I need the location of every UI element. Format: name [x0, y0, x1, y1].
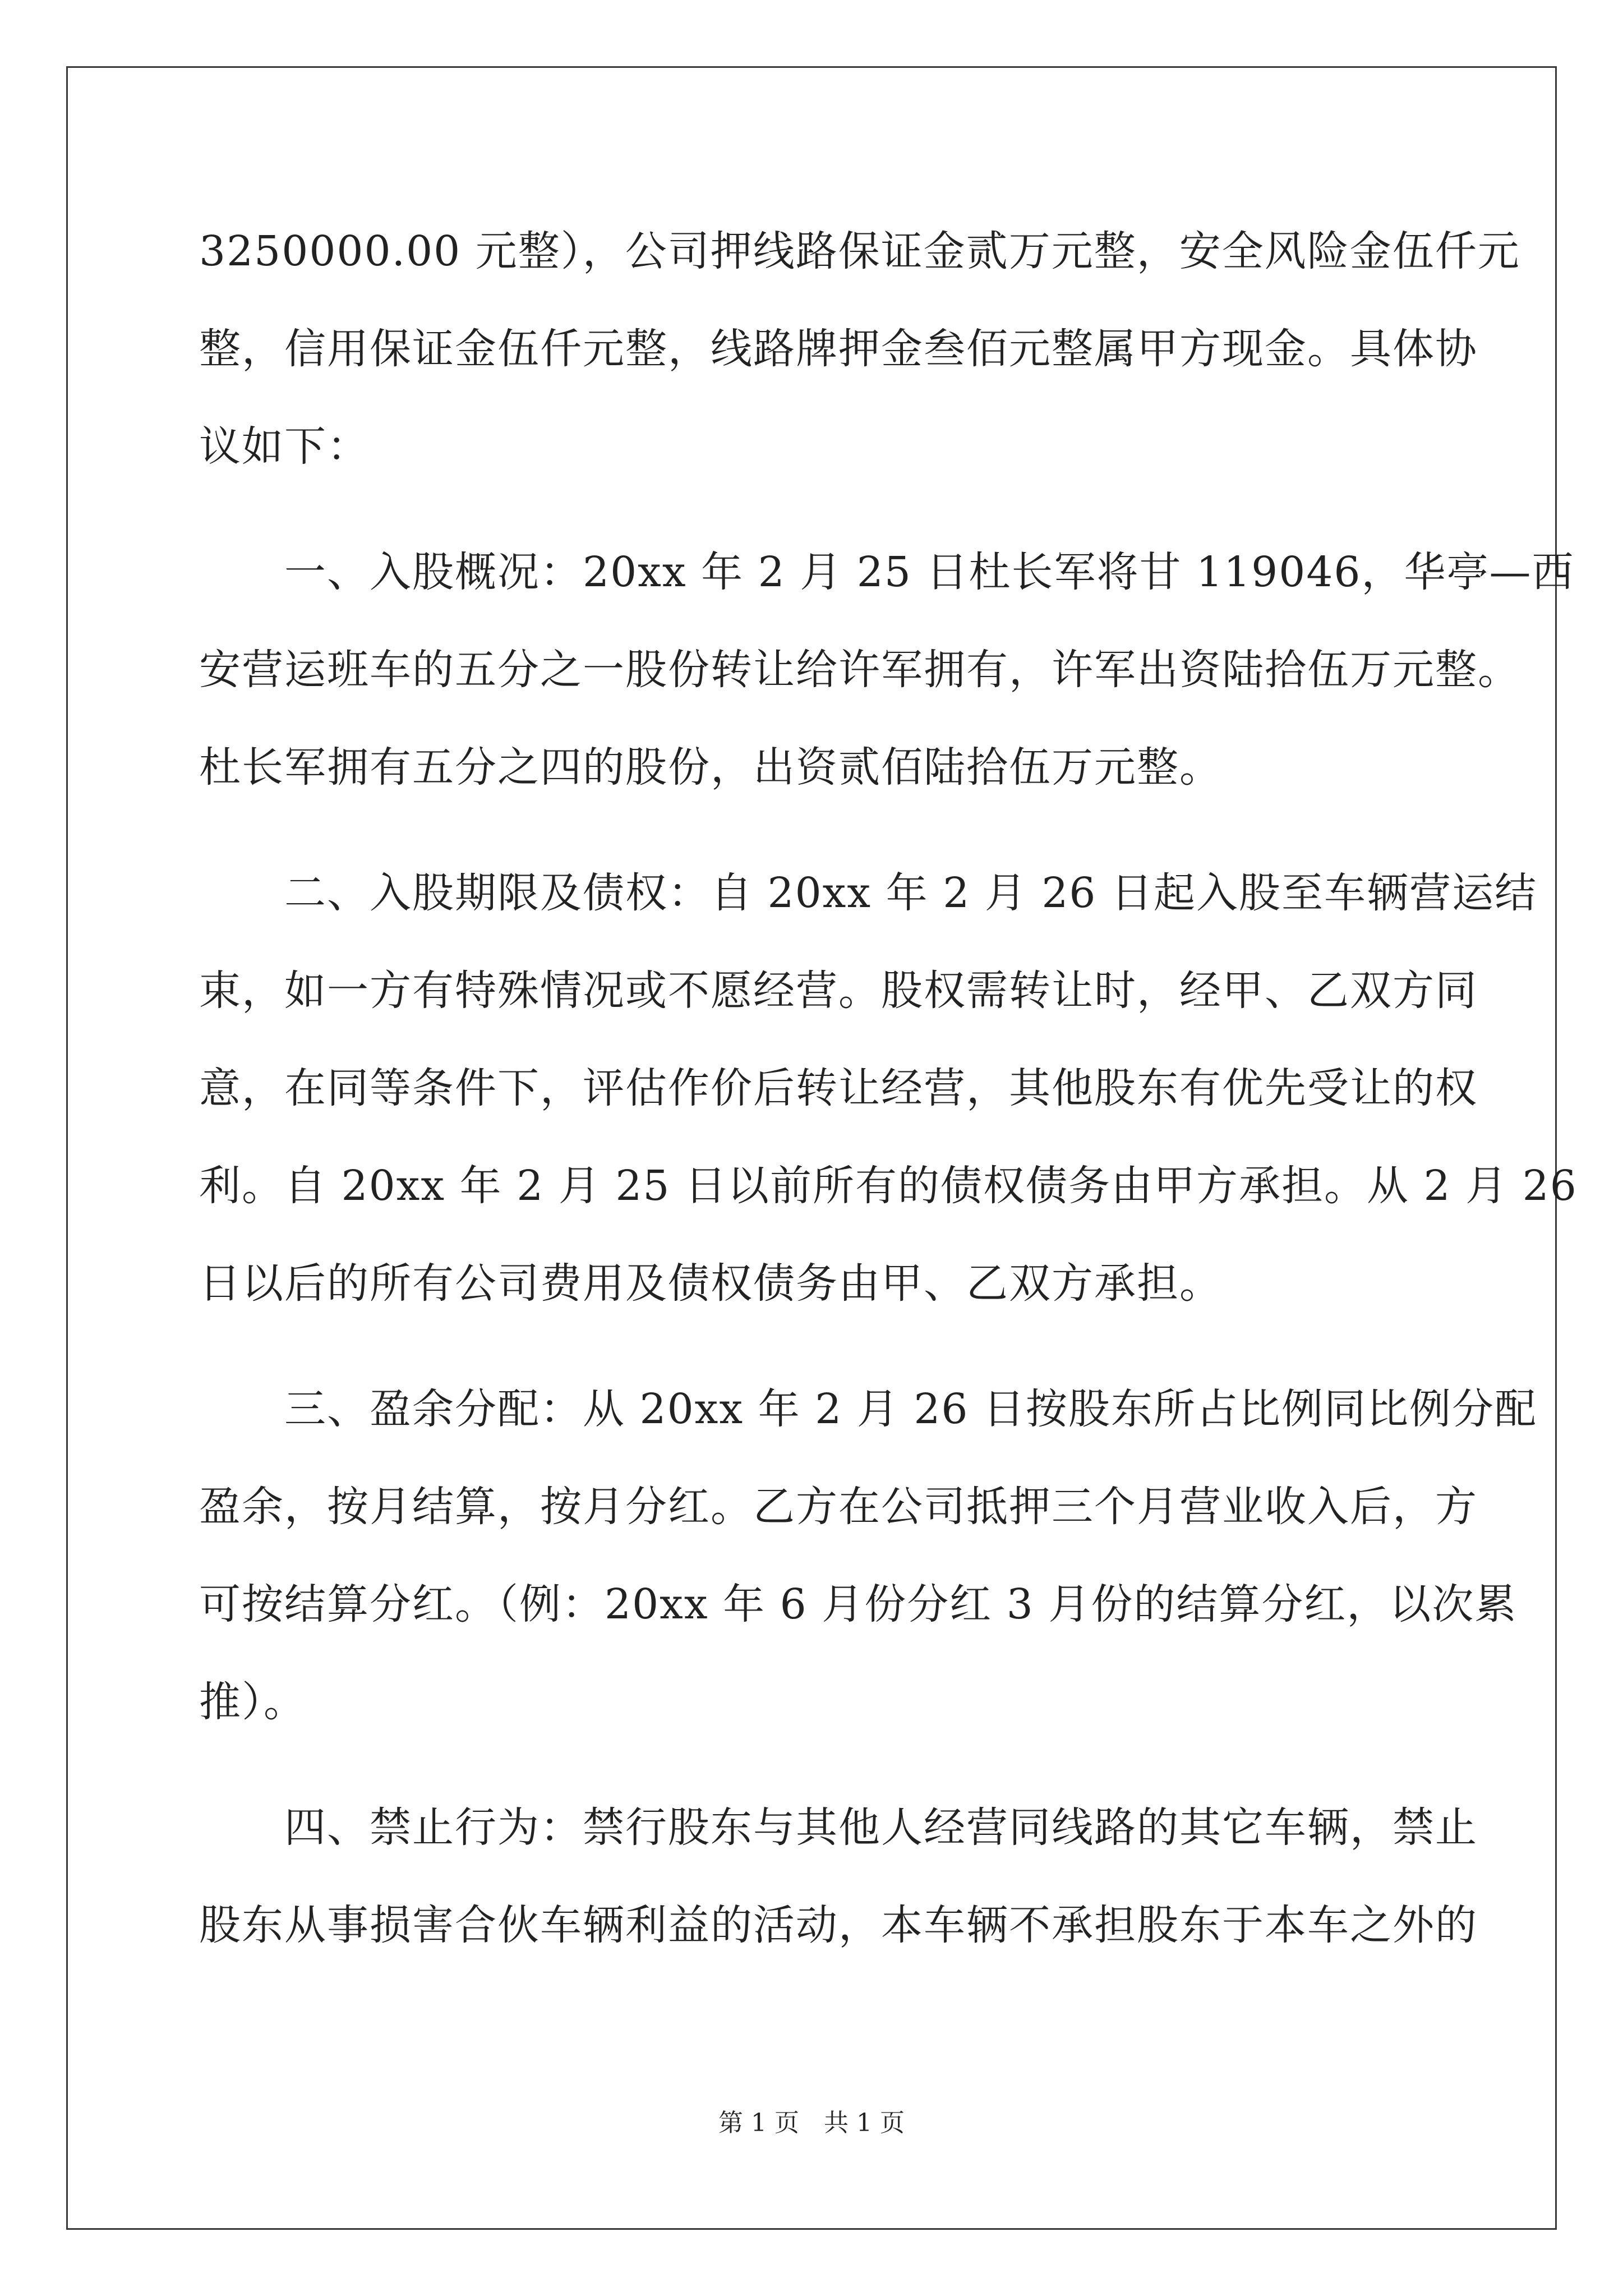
body-text-line: 安营运班车的五分之一股份转让给许军拥有，许军出资陆拾伍万元整。	[199, 646, 1520, 694]
section-1-heading-line: 一、入股概况：20xx 年 2 月 25 日杜长军将甘 119046，华亭—西	[199, 548, 1575, 596]
body-text-line: 议如下：	[199, 422, 370, 471]
body-text-line: 杜长军拥有五分之四的股份，出资贰佰陆拾伍万元整。	[199, 743, 1222, 792]
body-text-line: 推）。	[199, 1678, 306, 1726]
section-3-heading-line: 三、盈余分配：从 20xx 年 2 月 26 日按股东所占比例同比例分配	[199, 1385, 1538, 1433]
body-text-line: 盈余，按月结算，按月分红。乙方在公司抵押三个月营业收入后，方	[199, 1483, 1478, 1531]
section-4-heading-line: 四、禁止行为：禁行股东与其他人经营同线路的其它车辆，禁止	[199, 1803, 1478, 1852]
section-2-heading-line: 二、入股期限及债权：自 20xx 年 2 月 26 日起入股至车辆营运结	[199, 869, 1538, 917]
body-text-line: 日以后的所有公司费用及债权债务由甲、乙双方承担。	[199, 1259, 1222, 1308]
body-text-line: 整，信用保证金伍仟元整，线路牌押金叁佰元整属甲方现金。具体协	[199, 325, 1478, 373]
body-text-line: 束，如一方有特殊情况或不愿经营。股权需转让时，经甲、乙双方同	[199, 967, 1478, 1015]
body-text-line: 可按结算分红。（例：20xx 年 6 月份分红 3 月份的结算分红，以次累	[199, 1580, 1518, 1628]
body-text-line: 3250000.00 元整），公司押线路保证金贰万元整，安全风险金伍仟元	[199, 227, 1520, 275]
body-text-line: 股东从事损害合伙车辆利益的活动，本车辆不承担股东于本车之外的	[199, 1901, 1478, 1949]
body-text-line: 利。自 20xx 年 2 月 25 日以前所有的债权债务由甲方承担。从 2 月 26	[199, 1162, 1578, 1210]
page-number-footer: 第 1 页 共 1 页	[718, 2109, 905, 2137]
body-text-line: 意，在同等条件下，评估作价后转让经营，其他股东有优先受让的权	[199, 1064, 1478, 1112]
